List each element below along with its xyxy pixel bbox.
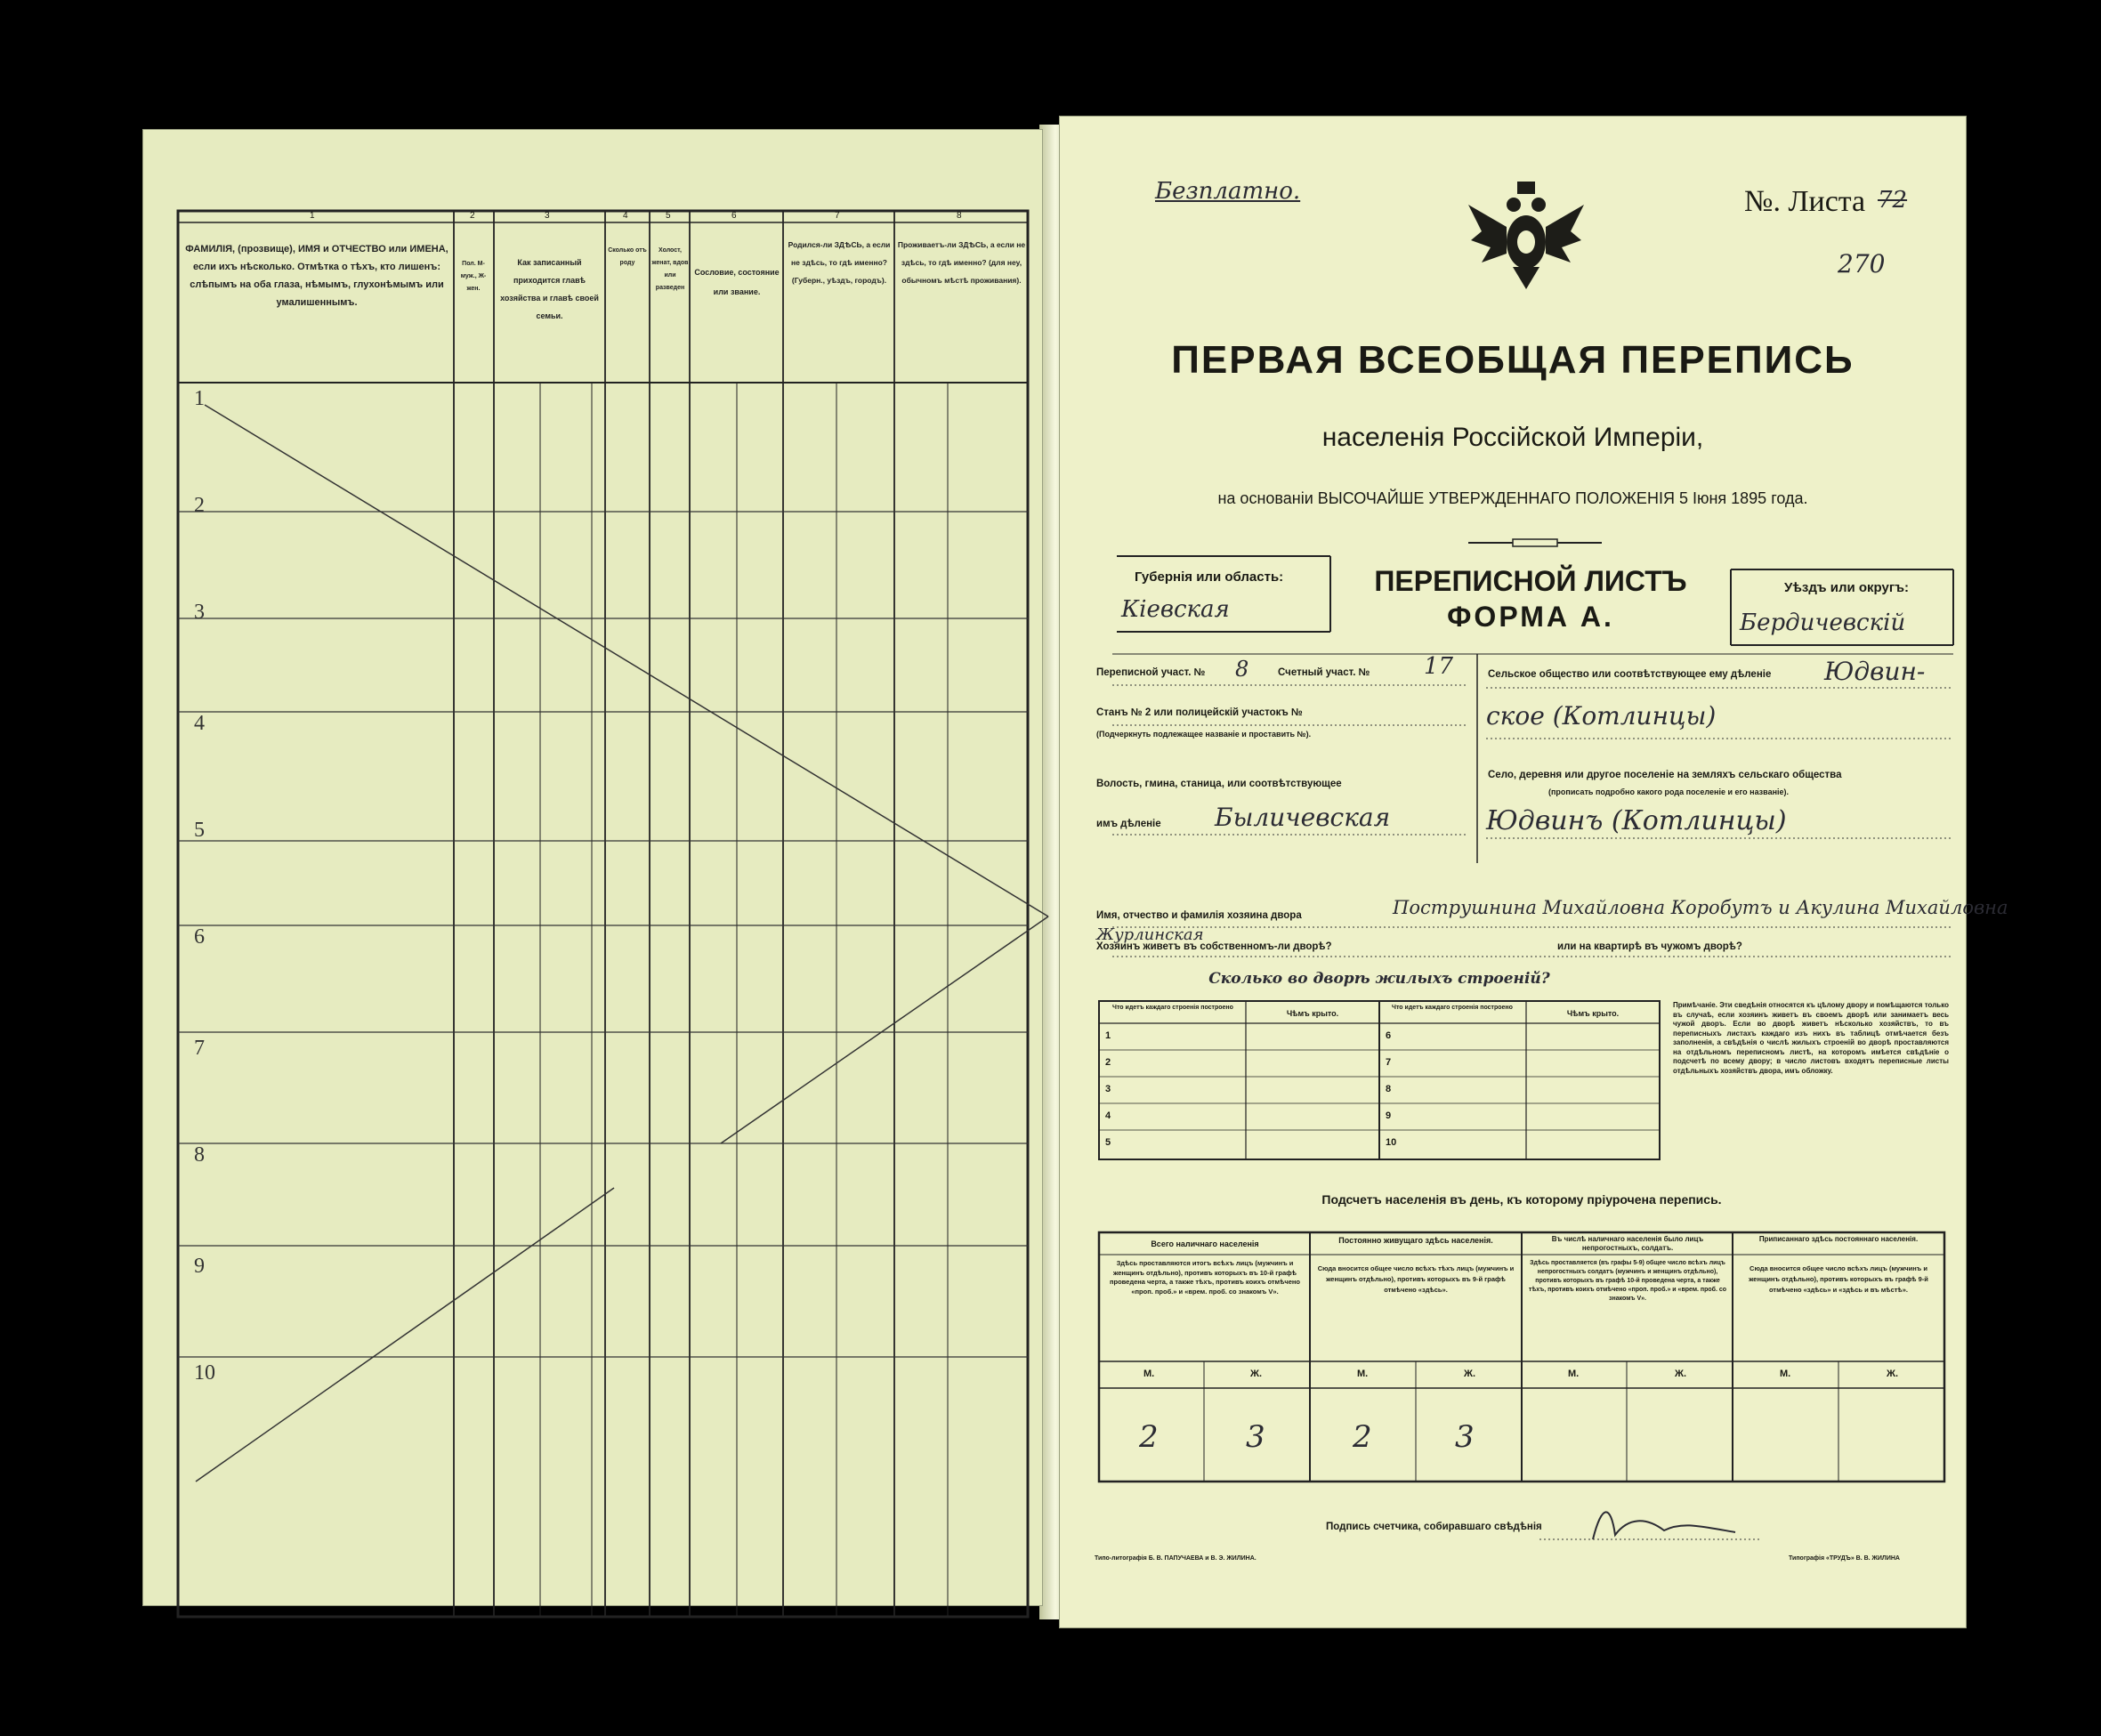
column-header-sex: Пол. М-муж., Ж-жен. bbox=[460, 261, 487, 292]
column-header-name: ФАМИЛІЯ, (прозвище), ИМЯ и ОТЧЕСТВО или ИМЕНА, если ихъ нѣсколько. Отмѣтка о тѣхъ, кто лишенъ: слѣпымъ на оба глаза, нѣмымъ, глухонѣмымъ или умалишеннымъ. bbox=[185, 244, 448, 308]
buildings-row-number: 8 bbox=[1386, 1084, 1392, 1094]
row-number: 2 bbox=[194, 494, 205, 517]
column-header-birthplace: Родился-ли ЗДѢСЬ, а если не здѣсь, то гдѣ именно? (Губерн., уѣздъ, городъ). bbox=[788, 240, 891, 285]
district-label: Уѣздъ или округъ: bbox=[1784, 580, 1910, 595]
row-number: 7 bbox=[194, 1037, 205, 1060]
count-group-desc: Здѣсь проставляется (въ графы 5-9) общее число всѣхъ лицъ непрогостныхъ солдатъ (мужчинъ и женщинъ отдѣльно), противъ которыхъ въ графѣ 10-й проведена черта, а также тѣхъ, противъ коихъ отмѣчено «проп. проб.» и «врем. проб. со знакомъ V». bbox=[1528, 1260, 1727, 1302]
volost-label-2: имъ дѣленіе bbox=[1096, 819, 1161, 829]
count-value: 3 bbox=[1455, 1419, 1475, 1455]
village-note: (прописать подробно какого рода поселеніе и его названіе). bbox=[1548, 787, 1790, 796]
count-group-desc: Сюда вносится общее число всѣхъ лицъ (мужчинъ и женщинъ отдѣльно), противъ которыхъ въ графѣ 9-й отмѣчено «здѣсь» и «здѣсь и въ мѣстѣ». bbox=[1749, 1264, 1928, 1294]
column-number: 5 bbox=[666, 211, 671, 221]
census-title: ПЕРВАЯ ВСЕОБЩАЯ ПЕРЕПИСЬ bbox=[1171, 338, 1855, 382]
buildings-col-material: Что идетъ каждаго строенія построено bbox=[1112, 1005, 1233, 1011]
column-number: 1 bbox=[310, 211, 315, 221]
count-mf-label: Ж. bbox=[1675, 1369, 1686, 1379]
form-title: ПЕРЕПИСНОЙ ЛИСТЪ bbox=[1374, 565, 1687, 597]
note-text: Примѣчаніе. Эти сведѣнія относятся къ цѣлому двору и помѣщаются только въ случаѣ, если хозяинъ живетъ въ своемъ дворѣ или занимаетъ весь чужой дворъ. Если во дворѣ живетъ нѣсколько хозяйствъ, то въ переписныхъ листахъ каждаго изъ нихъ въ таблицѣ отмѣчается безъ заполненія, а свѣдѣнія о числѣ жилыхъ строеній во дворѣ проставляются на отдѣльномъ переписномъ листѣ, на которомъ имѣется свѣдѣніе о подсчетѣ по всему двору; в число листовъ входятъ переписные листы отдѣльныхъ хозяйствъ двора, имъ обложку. bbox=[1673, 1001, 1949, 1075]
owner-lives-label-2: или на квартирѣ въ чужомъ дворѣ? bbox=[1557, 941, 1742, 952]
counting-area-label: Счетный участ. № bbox=[1278, 667, 1370, 678]
free-label: Безплатно. bbox=[1155, 178, 1301, 205]
buildings-row-number: 9 bbox=[1386, 1110, 1392, 1121]
column-number: 7 bbox=[835, 211, 840, 221]
owner-value-2: Журлинская bbox=[1096, 925, 1204, 944]
signature-label: Подпись счетчика, собиравшаго свѣдѣнія bbox=[1326, 1522, 1542, 1532]
buildings-row-number: 3 bbox=[1105, 1084, 1111, 1094]
buildings-question: Сколько во дворѣ жилыхъ строеній? bbox=[1208, 970, 1550, 988]
census-basis: на основаніи ВЫСОЧАЙШЕ УТВЕРЖДЕННАГО ПОЛОЖЕНІЯ 5 Іюня 1895 года. bbox=[1217, 489, 1808, 507]
row-number: 10 bbox=[194, 1361, 215, 1385]
row-number: 8 bbox=[194, 1143, 205, 1167]
buildings-row-number: 6 bbox=[1386, 1030, 1392, 1041]
counting-area-value: 17 bbox=[1424, 653, 1454, 680]
count-mf-label: Ж. bbox=[1887, 1369, 1898, 1379]
count-heading: Подсчетъ населенія въ день, къ которому пріурочена перепись. bbox=[1321, 1192, 1722, 1207]
count-mf-label: М. bbox=[1143, 1369, 1155, 1379]
count-group-title: Приписаннаго здѣсь постояннаго населенія. bbox=[1758, 1235, 1919, 1243]
count-group-desc: Здѣсь проставляются итогъ всѣхъ лицъ (мужчинъ и женщинъ отдѣльно), противъ которыхъ въ 10-й графѣ проведена черта, а также тѣхъ, противъ коихъ отмѣчено «проп. проб.» и «врем. проб. со знакомъ V». bbox=[1109, 1259, 1301, 1296]
signature-scribble bbox=[1593, 1512, 1735, 1539]
count-mf-label: М. bbox=[1357, 1369, 1369, 1379]
column-header-age: Сколько отъ роду bbox=[608, 247, 647, 266]
right-census-sheet bbox=[1059, 116, 2008, 1628]
district-value: Бердичевскій bbox=[1740, 610, 1906, 636]
row-number: 3 bbox=[194, 601, 205, 624]
count-value: 2 bbox=[1139, 1419, 1159, 1455]
count-group-title: Всего наличнаго населенія bbox=[1151, 1239, 1259, 1248]
census-area-label: Переписной участ. № bbox=[1096, 667, 1206, 678]
column-header-residence: Проживаетъ-ли ЗДѢСЬ, а если не здѣсь, то гдѣ именно? (для неу, обычномъ мѣстѣ проживания). bbox=[897, 240, 1026, 285]
row-number: 1 bbox=[194, 387, 205, 410]
province-label: Губернія или область: bbox=[1135, 569, 1284, 585]
count-group-title: Постоянно живущаго здѣсь населенія. bbox=[1338, 1236, 1493, 1245]
buildings-row-number: 5 bbox=[1105, 1137, 1111, 1148]
buildings-row-number: 7 bbox=[1386, 1057, 1392, 1068]
count-mf-label: М. bbox=[1780, 1369, 1791, 1379]
owner-lives-label: Хозяинъ живетъ въ собственномъ-ли дворѣ? bbox=[1096, 941, 1332, 952]
society-value: Юдвин- bbox=[1824, 657, 1926, 686]
count-group-desc: Сюда вносится общее число всѣхъ тѣхъ лицъ (мужчинъ и женщинъ отдѣльно), противъ которыхъ въ 9-й графѣ отмѣчено «здѣсь». bbox=[1317, 1264, 1515, 1294]
volost-label: Волость, гмина, станица, или соотвѣтствующее bbox=[1096, 779, 1342, 789]
count-value: 3 bbox=[1246, 1419, 1265, 1455]
owner-value: Пострушнина Михайловна Коробутъ и Акулина Михайловна bbox=[1393, 897, 2008, 918]
row-number: 9 bbox=[194, 1255, 205, 1278]
census-subtitle: населенія Россійской Имперіи, bbox=[1321, 423, 1704, 452]
column-number: 2 bbox=[470, 211, 475, 221]
buildings-row-number: 10 bbox=[1386, 1137, 1397, 1148]
column-number: 4 bbox=[623, 211, 628, 221]
column-header-marital: Холост, женат, вдов или разведен bbox=[651, 247, 689, 291]
count-value: 2 bbox=[1353, 1419, 1372, 1455]
left-sheet-grid bbox=[142, 129, 1043, 1606]
census-area-value: 8 bbox=[1235, 657, 1249, 682]
sheet-number-value: 72 bbox=[1878, 187, 1908, 214]
count-mf-label: Ж. bbox=[1250, 1369, 1262, 1379]
column-header-relation: Как записанный приходится главѣ хозяйства и главѣ своей семьи. bbox=[500, 258, 599, 320]
stan-label: Станъ № 2 или полицейскій участокъ № bbox=[1096, 707, 1303, 718]
stan-note: (Подчеркнуть подлежащее названіе и проставить №). bbox=[1096, 730, 1312, 739]
count-group-title: Въ числѣ наличнаго населенія было лицъ непрогостныхъ, солдатъ. bbox=[1551, 1235, 1704, 1252]
row-number: 6 bbox=[194, 925, 205, 949]
society-label: Сельское общество или соотвѣтствующее ему дѣленіе bbox=[1488, 669, 1772, 680]
row-number: 5 bbox=[194, 819, 205, 842]
row-number: 4 bbox=[194, 712, 205, 735]
buildings-row-number: 1 bbox=[1105, 1030, 1111, 1041]
printer-left: Типо-литографія Б. В. ПАПУЧАЕВА и В. Э. ЖИЛИНА. bbox=[1095, 1555, 1257, 1562]
left-census-sheet bbox=[142, 129, 1043, 1606]
society-value-2: ское (Котлинцы) bbox=[1486, 701, 1717, 731]
handwritten-sheet-number: 270 bbox=[1838, 249, 1886, 279]
buildings-col-material-2: Что идетъ каждаго строенія построено bbox=[1392, 1005, 1513, 1011]
column-number: 6 bbox=[731, 211, 737, 221]
imperial-eagle-icon bbox=[1464, 178, 1588, 294]
column-header-estate: Сословие, состояние или звание. bbox=[694, 268, 780, 296]
village-value: Юдвинъ (Котлинцы) bbox=[1486, 805, 1787, 836]
form-subtitle: ФОРМА А. bbox=[1447, 601, 1614, 633]
buildings-col-roof: Чѣмъ крыто. bbox=[1286, 1009, 1339, 1018]
count-mf-label: Ж. bbox=[1464, 1369, 1475, 1379]
buildings-row-number: 2 bbox=[1105, 1057, 1111, 1068]
buildings-row-number: 4 bbox=[1105, 1110, 1111, 1121]
village-label: Село, деревня или другое поселеніе на земляхъ сельскаго общества bbox=[1488, 770, 1842, 780]
column-number: 3 bbox=[545, 211, 550, 221]
count-mf-label: М. bbox=[1568, 1369, 1580, 1379]
buildings-col-roof-2: Чѣмъ крыто. bbox=[1566, 1009, 1620, 1018]
province-value: Кіевская bbox=[1121, 596, 1230, 623]
printer-right: Типографія «ТРУДЪ» В. В. ЖИЛИНА bbox=[1789, 1555, 1900, 1562]
owner-label: Имя, отчество и фамилія хозяина двора bbox=[1096, 910, 1302, 921]
sheet-number-label: №. Листа bbox=[1744, 185, 1866, 218]
volost-value: Быличевская bbox=[1215, 803, 1391, 832]
column-number: 8 bbox=[957, 211, 962, 221]
